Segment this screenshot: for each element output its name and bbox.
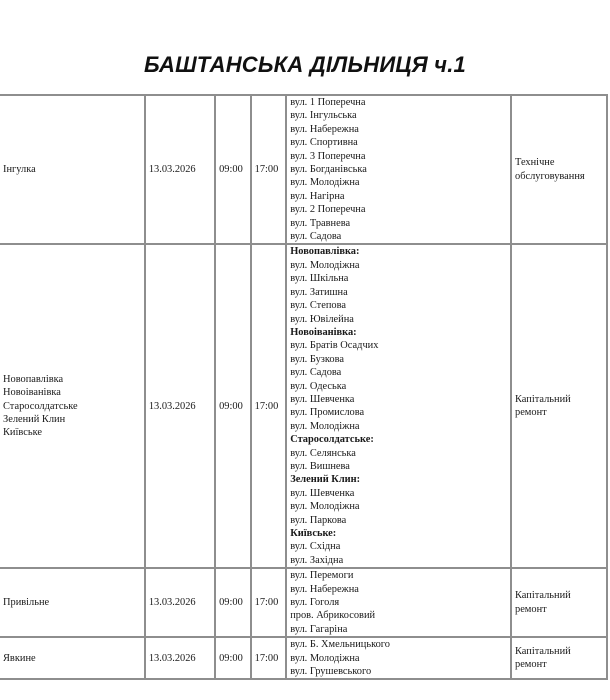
street-name: вул. Шевченка xyxy=(290,393,355,405)
street-name: вул. Шевченка xyxy=(290,487,355,499)
locality-name: Новопавлівка xyxy=(3,373,64,385)
street-name: вул. Селянська xyxy=(290,447,356,459)
work-type-cell xyxy=(511,95,607,244)
street-name: вул. Східна xyxy=(290,541,341,553)
street-name: вул. Богданівська xyxy=(290,164,367,176)
street-group-heading: Новопавлівка: xyxy=(290,246,360,258)
end-time-cell: 17:00 xyxy=(251,637,287,679)
street-group-heading: Старосолдатське: xyxy=(290,434,374,446)
street-name: вул. Молодіжна xyxy=(290,652,360,664)
date-cell: 13.03.2026 xyxy=(145,95,215,244)
locality-cell xyxy=(0,95,145,244)
work-type-cell xyxy=(511,568,607,637)
work-type-text: Капітальний xyxy=(515,393,571,405)
end-time-cell: 17:00 xyxy=(251,568,287,637)
locality-name: Привільне xyxy=(3,597,50,609)
locality-name: Інгулка xyxy=(3,164,36,176)
streets-cell xyxy=(286,95,511,244)
street-name: вул. Шкільна xyxy=(290,273,349,285)
work-type-cell xyxy=(511,637,607,679)
street-name: вул. Паркова xyxy=(290,514,347,526)
street-name: вул. Набережна xyxy=(290,583,359,595)
work-type-text: Технічне xyxy=(515,157,555,169)
date-cell: 13.03.2026 xyxy=(145,568,215,637)
street-name: вул. Затишна xyxy=(290,286,348,298)
work-type-text: ремонт xyxy=(515,659,547,671)
street-name: пров. Абрикосовий xyxy=(290,610,376,622)
streets-cell xyxy=(286,637,511,679)
work-type-text: Капітальний xyxy=(515,645,571,657)
start-time-cell: 09:00 xyxy=(215,568,251,637)
street-name: вул. 2 Поперечна xyxy=(290,204,366,216)
streets-cell xyxy=(286,244,511,568)
street-name: вул. Молодіжна xyxy=(290,420,360,432)
street-name: вул. Спортивна xyxy=(290,137,358,149)
street-name: вул. Гоголя xyxy=(290,597,340,609)
street-name: вул. Садова xyxy=(290,367,342,379)
street-name: вул. 3 Поперечна xyxy=(290,150,366,162)
street-name: вул. Грушевського xyxy=(290,666,372,678)
locality-name: Старосолдатське xyxy=(3,400,78,412)
street-name: вул. Одеська xyxy=(290,380,347,392)
table-row xyxy=(0,637,607,679)
street-name: вул. Вишнева xyxy=(290,460,350,472)
street-name: вул. Промислова xyxy=(290,407,365,419)
date-cell: 13.03.2026 xyxy=(145,244,215,568)
end-time-cell: 17:00 xyxy=(251,244,287,568)
locality-name: Київське xyxy=(3,427,42,439)
start-time-cell: 09:00 xyxy=(215,244,251,568)
street-name: вул. Молодіжна xyxy=(290,501,360,513)
street-name: вул. 1 Поперечна xyxy=(290,97,366,108)
table-row xyxy=(0,95,607,244)
work-type-cell xyxy=(511,244,607,568)
street-name: вул. Бузкова xyxy=(290,353,344,365)
locality-cell xyxy=(0,568,145,637)
street-name: вул. Набережна xyxy=(290,123,359,135)
locality-cell xyxy=(0,244,145,568)
work-type-text: ремонт xyxy=(515,603,547,615)
street-name: вул. Травнева xyxy=(290,217,351,229)
street-name: вул. Ювілейна xyxy=(290,313,354,325)
street-name: вул. Перемоги xyxy=(290,570,354,582)
locality-name: Явкине xyxy=(3,652,36,664)
streets-cell xyxy=(286,568,511,637)
end-time-cell: 17:00 xyxy=(251,95,287,244)
locality-name: Новоіванівка xyxy=(3,387,61,399)
work-type-text: ремонт xyxy=(515,407,547,419)
street-name: вул. Б. Хмельницького xyxy=(290,639,390,651)
date-cell: 13.03.2026 xyxy=(145,637,215,679)
street-name: вул. Братів Осадчих xyxy=(290,340,379,352)
page-title: БАШТАНСЬКА ДІЛЬНИЦЯ ч.1 xyxy=(144,52,466,77)
street-name: вул. Молодіжна xyxy=(290,259,360,271)
work-type-text: обслуговування xyxy=(515,170,585,182)
street-name: вул. Західна xyxy=(290,554,344,566)
locality-name: Зелений Клин xyxy=(3,414,66,426)
table-row xyxy=(0,244,607,568)
street-group-heading: Зелений Клин: xyxy=(290,474,361,486)
work-type-text: Капітальний xyxy=(515,590,571,602)
street-group-heading: Новоіванівка: xyxy=(290,326,357,338)
street-group-heading: Київське: xyxy=(290,528,337,539)
table-row xyxy=(0,568,607,637)
street-name: вул. Степова xyxy=(290,300,346,312)
street-name: вул. Гагаріна xyxy=(290,623,348,635)
street-name: вул. Молодіжна xyxy=(290,177,360,189)
start-time-cell: 09:00 xyxy=(215,95,251,244)
street-name: вул. Інгульська xyxy=(290,110,357,122)
street-name: вул. Садова xyxy=(290,231,342,243)
start-time-cell: 09:00 xyxy=(215,637,251,679)
street-name: вул. Нагірна xyxy=(290,190,345,202)
locality-cell xyxy=(0,637,145,679)
outage-schedule-table xyxy=(0,94,608,680)
table-body xyxy=(0,95,607,679)
